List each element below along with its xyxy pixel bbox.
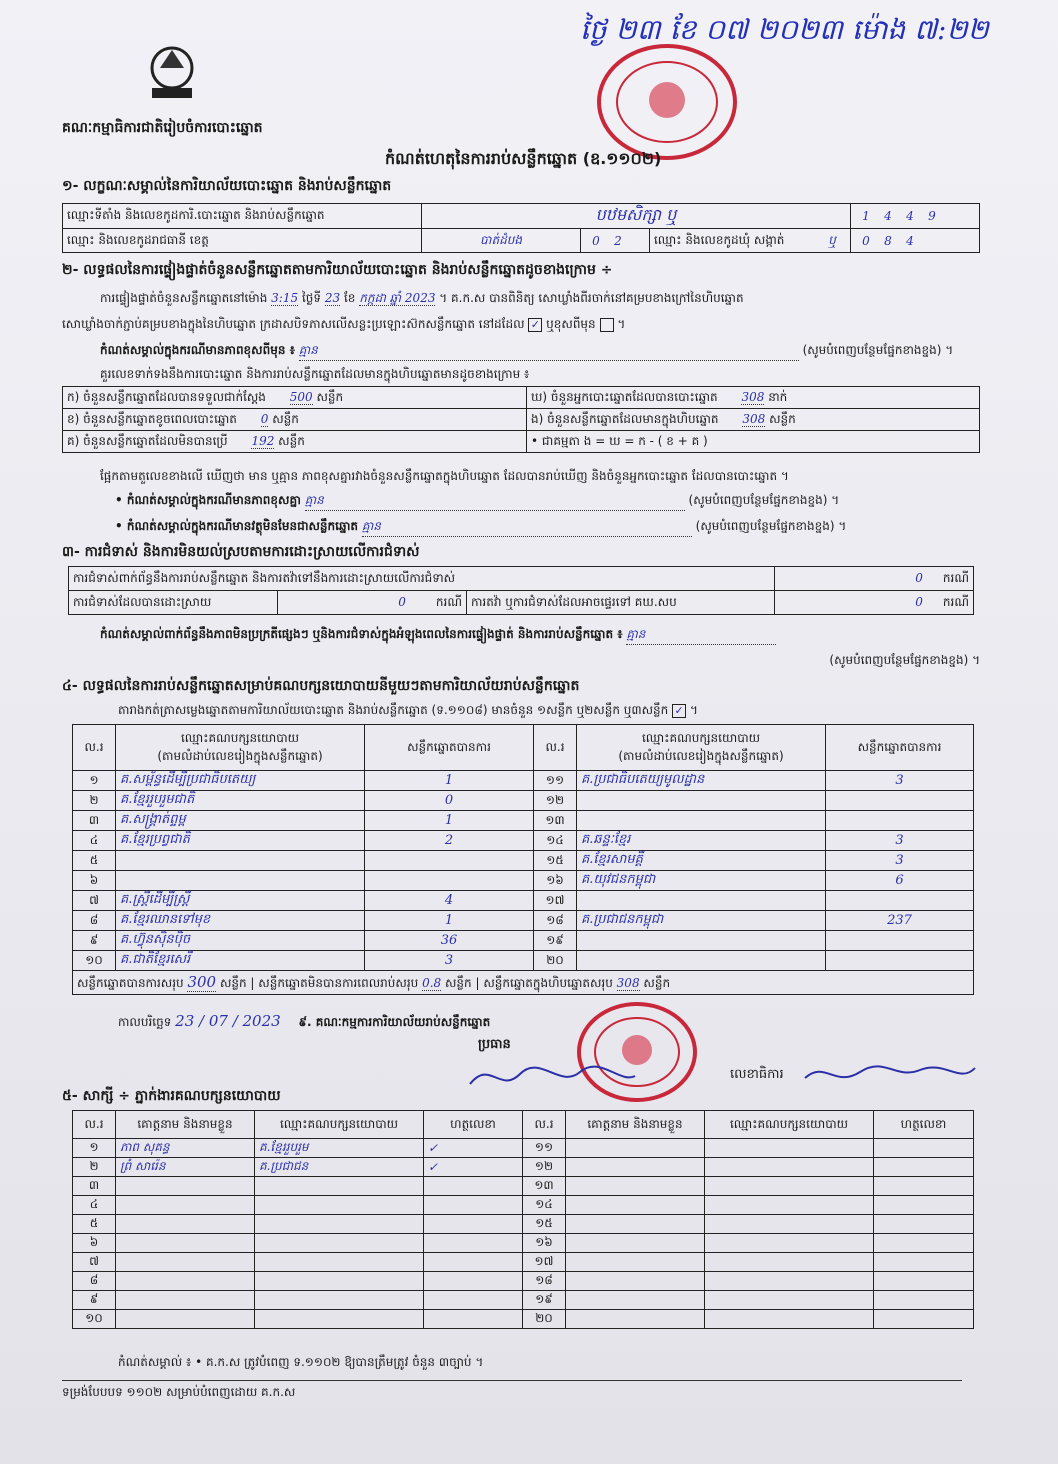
- tally-intro: តារាងកត់ត្រាសម្លេងឆ្នោតតាមការិយាល័យបោះឆ្នោត និងរាប់សន្លឹកឆ្នោត (ទ.១១០៨) មានចំនួន ១សន្លឹក ឬ២សន្លឹក ឬ៣សន្លឹក ✓ ។: [118, 703, 698, 717]
- witness-party: [705, 1196, 874, 1215]
- row-no: ១៩: [523, 1291, 566, 1310]
- party-name: គ.ខ្មែររួបរួមជាតិ: [116, 791, 365, 811]
- station-name: បឋមសិក្សា ឬ: [422, 204, 851, 229]
- party-votes: 0: [365, 791, 534, 811]
- unit-case: ករណី: [942, 594, 969, 609]
- col-name: គោត្តនាម និងនាមខ្លួន: [566, 1111, 705, 1139]
- party-votes: 1: [365, 771, 534, 791]
- witness-party: [255, 1253, 424, 1272]
- bullet-difference: [115, 492, 980, 511]
- count-e-label: ង) ចំនួនសន្លឹកឆ្នោតដែលមានក្នុងហិបឆ្នោត: [531, 411, 719, 426]
- verification-time: 3:15: [271, 291, 299, 305]
- party-votes: [826, 931, 974, 951]
- party-name: គ.ប្រជាធិបតេយ្យមូលដ្ឋាន: [577, 771, 826, 791]
- formula: • ជាគម្មតា ង = ឃ = ក - ( ខ + គ ): [527, 431, 980, 453]
- witness-name: [116, 1234, 255, 1253]
- footnote: កំណត់សម្គាល់ ៖ • គ.ក.ស ត្រូវបំពេញ ទ.១១០២ ឱ្យបានត្រឹមត្រូវ ចំនួន ៣ច្បាប់ ។: [118, 1355, 484, 1369]
- province-label: ឈ្មោះ និងលេខកូដរាជធានី ខេត្ត: [63, 229, 422, 253]
- lock-text: សោឃ្លាំងចាក់ភ្ជាប់គម្របខាងក្នុងនៃហិបឆ្នោត ក្រដាសបិទភាសលើសន្លះប្រឡោះស៊កសន្លឹកឆ្នោត នៅដដែល: [62, 317, 525, 331]
- row-no: ១០: [73, 951, 116, 971]
- witness-party: [705, 1253, 874, 1272]
- station-code-digit: 9: [928, 209, 936, 223]
- total-valid: 300: [187, 972, 217, 991]
- row-no: ៣: [73, 1177, 116, 1196]
- row-no: ៤: [73, 1196, 116, 1215]
- witness-name: ព្រំ សារ៉េន: [116, 1158, 255, 1177]
- party-name: [577, 951, 826, 971]
- count-a-value: 500: [289, 389, 313, 404]
- witness-party: [705, 1272, 874, 1291]
- witness-name: ភាព សុគន្ធ: [116, 1139, 255, 1158]
- secretary-label: លេខាធិការ: [730, 1067, 784, 1082]
- transferred-value: 0: [915, 594, 923, 609]
- row-no: ១៨: [523, 1272, 566, 1291]
- col-no: ល.រ: [73, 1111, 116, 1139]
- witness-name: [566, 1234, 705, 1253]
- party-votes: 1: [365, 811, 534, 831]
- row-no: ៩: [73, 931, 116, 951]
- unit-sheet: សន្លឹក: [316, 389, 344, 404]
- row-no: ១៧: [523, 1253, 566, 1272]
- bullet-foreign-object: [115, 518, 980, 537]
- president-label: ប្រធាន: [478, 1037, 511, 1052]
- witness-party: គ.ខ្មែររួបរួម: [255, 1139, 424, 1158]
- row-no: ១៣: [534, 811, 577, 831]
- row-no: ១៥: [534, 851, 577, 871]
- party-name: [577, 791, 826, 811]
- table-row: [73, 1139, 974, 1158]
- table-row: [73, 1234, 974, 1253]
- col-votes: សន្លឹកឆ្នោតបានការ: [365, 725, 534, 771]
- table-row: [73, 1196, 974, 1215]
- changed-label: ឬខុសពីមុន: [546, 317, 596, 331]
- row-no: ១: [73, 771, 116, 791]
- witness-signature: [874, 1196, 974, 1215]
- fill-hint: (សូមបំពេញបន្ថែមផ្នែកខាងខ្នង) ។: [829, 653, 980, 667]
- row-no: ៥: [73, 1215, 116, 1234]
- commune-code-digit: 0: [862, 233, 870, 248]
- total-box-label: សន្លឹកឆ្នោតក្នុងហិបឆ្នោតសរុប: [483, 975, 613, 990]
- row-no: ៧: [73, 891, 116, 911]
- witness-signature: [874, 1272, 974, 1291]
- party-name: គ.ខ្មែរប្រព្វជាតិ: [116, 831, 365, 851]
- col-no: ល.រ: [73, 725, 116, 771]
- row-no: ៦: [73, 871, 116, 891]
- count-c-label: គ) ចំនួនសន្លឹកឆ្នោតដែលមិនបានប្រើ: [67, 433, 228, 448]
- objections-table: [68, 566, 974, 615]
- witness-signature: [874, 1177, 974, 1196]
- verification-day: 23: [324, 291, 341, 305]
- station-code-digit: 4: [906, 209, 914, 223]
- row-no: ១៧: [534, 891, 577, 911]
- witness-party: [255, 1291, 424, 1310]
- witness-name: [566, 1196, 705, 1215]
- col-sign: ហត្ថលេខា: [874, 1111, 974, 1139]
- witness-signature: [424, 1177, 523, 1196]
- total-valid-label: សន្លឹកឆ្នោតបានការសរុប: [77, 975, 184, 990]
- unit-sheet: សន្លឹក: [769, 411, 796, 426]
- witness-signature: [874, 1291, 974, 1310]
- verification-month: កក្កដា ឆ្នាំ 2023: [359, 291, 436, 305]
- witness-name: [566, 1272, 705, 1291]
- row-no: ១៩: [534, 931, 577, 951]
- irregularity-label: កំណត់សម្គាល់ពាក់ព័ន្ធនឹងភាពមិនប្រក្រតីផ្សេងៗ ឬនិងការជំទាស់ក្នុងអំឡុងពេលនៃការផ្ទៀងផ្ទាត់ និងការរាប់សន្លឹកឆ្នោត ៖: [100, 627, 623, 641]
- count-d-label: ឃ) ចំនួនអ្នកបោះឆ្នោតដែលបានបោះឆ្នោត: [531, 389, 718, 404]
- station-code: [851, 204, 980, 229]
- row-no: ២០: [523, 1310, 566, 1329]
- form-note: ទម្រង់បែបបទ ១១០២ សម្រាប់បំពេញដោយ គ.ក.ស: [62, 1385, 296, 1399]
- transferred-label: ការតវ៉ា ឬការជំទាស់ដែលអាចផ្ទេរទៅ គឃ.សប: [467, 591, 775, 615]
- row-no: ១៥: [523, 1215, 566, 1234]
- witness-name: [116, 1215, 255, 1234]
- secretary-signature: [800, 1050, 980, 1094]
- witness-table: [72, 1110, 974, 1329]
- party-votes: 3: [826, 771, 974, 791]
- party-name: គ.ប្រជាជនកម្ពុជា: [577, 911, 826, 931]
- witness-party: [705, 1291, 874, 1310]
- resolved-label: ការជំទាស់ដែលបានដោះស្រាយ: [69, 591, 278, 615]
- party-votes: 3: [826, 851, 974, 871]
- col-sign: ហត្ថលេខា: [424, 1111, 523, 1139]
- unit-sheet: សន្លឹក: [272, 411, 299, 426]
- row-no: ១១: [534, 771, 577, 791]
- party-name: គ.ខ្មែរឈានទៅមុខ: [116, 911, 365, 931]
- row-no: ១០: [73, 1310, 116, 1329]
- resolved-value: 0: [398, 594, 406, 609]
- witness-name: [566, 1310, 705, 1329]
- party-votes: [365, 871, 534, 891]
- handwritten-date-note: ថ្ងៃ ២៣ ខែ ០៧ ២០២៣ ម៉ោង ៧:២២: [580, 13, 989, 46]
- commune-code: [851, 229, 980, 253]
- col-votes: សន្លឹកឆ្នោតបានការ: [826, 725, 974, 771]
- witness-party: [705, 1215, 874, 1234]
- party-votes: [826, 951, 974, 971]
- total-box: 308: [616, 975, 640, 990]
- fill-hint: (សូមបំពេញបន្ថែមផ្នែកខាងខ្នង) ។: [802, 343, 954, 357]
- witness-party: [705, 1177, 874, 1196]
- total-invalid: 0.8: [422, 975, 442, 990]
- party-votes: 3: [365, 951, 534, 971]
- commune-code-digit: 4: [906, 233, 914, 248]
- col-party: ឈ្មោះគណបក្សនយោបាយ: [705, 1111, 874, 1139]
- note-value: គ្មាន: [299, 342, 799, 361]
- table-row: [73, 1177, 974, 1196]
- witness-name: [116, 1310, 255, 1329]
- party-name: [577, 811, 826, 831]
- witness-signature: [424, 1272, 523, 1291]
- row-no: ២: [73, 791, 116, 811]
- party-name: គ.សម្ព័ន្ធដើម្បីប្រជាធិបតេយ្យ: [116, 771, 365, 791]
- party-votes: [826, 891, 974, 911]
- row-no: ១៤: [534, 831, 577, 851]
- row-no: ១៨: [534, 911, 577, 931]
- section1-heading: ១- លក្ខណៈសម្គាល់នៃការិយាល័យបោះឆ្នោត និងរាប់សន្លឹកឆ្នោត: [62, 178, 392, 194]
- row-no: ៨: [73, 1272, 116, 1291]
- date-label: កាលបរិច្ឆេទ: [118, 1015, 172, 1029]
- witness-party: [255, 1215, 424, 1234]
- chair-org: ៩. គណៈកម្មការការិយាល័យរាប់សន្លឹកឆ្នោត: [298, 1015, 491, 1029]
- commune-name: ឬ: [828, 232, 836, 247]
- witness-signature: [874, 1139, 974, 1158]
- row-no: ១៦: [523, 1234, 566, 1253]
- col-party-sub: (តាមលំដាប់លេខរៀងក្នុងសន្លឹកឆ្នោត): [157, 748, 323, 763]
- sheet-count-checkbox[interactable]: ✓: [672, 704, 686, 718]
- witness-signature: [874, 1234, 974, 1253]
- witness-signature: [424, 1291, 523, 1310]
- row-no: ៣: [73, 811, 116, 831]
- tally-intro-text: តារាងកត់ត្រាសម្លេងឆ្នោតតាមការិយាល័យបោះឆ្នោត និងរាប់សន្លឹកឆ្នោត (ទ.១១០៨) មានចំនួន ១សន្លឹក ឬ២សន្លឹក ឬ៣សន្លឹក: [118, 703, 669, 717]
- witness-party: [705, 1158, 874, 1177]
- station-label: ឈ្មោះទីតាំង និងលេខកូដការិ.បោះឆ្នោត និងរាប់សន្លឹកឆ្នោត: [63, 204, 422, 229]
- witness-name: [566, 1139, 705, 1158]
- fill-hint: (សូមបំពេញបន្ថែមផ្នែកខាងខ្នង) ។: [695, 519, 847, 533]
- commune-label: ឈ្មោះ និងលេខកូដឃុំ សង្កាត់: [654, 232, 785, 247]
- note-label: កំណត់សម្គាល់ក្នុងករណីមានភាពខុសពីមុន ៖: [100, 343, 295, 357]
- party-name: [116, 871, 365, 891]
- row-no: ១១: [523, 1139, 566, 1158]
- party-name: គ.ខ្មែរសាមគ្គី: [577, 851, 826, 871]
- committee-name: គណៈកម្មាធិការជាតិរៀបចំការបោះឆ្នោត: [62, 120, 263, 136]
- row-no: ២: [73, 1158, 116, 1177]
- row-no: ១២: [534, 791, 577, 811]
- party-name: [116, 851, 365, 871]
- count-b-value: 0: [260, 411, 269, 426]
- unit-sheet: សន្លឹក: [445, 975, 472, 990]
- irregularity-value: គ្មាន: [626, 626, 776, 645]
- witness-signature: ✓: [424, 1158, 523, 1177]
- witness-signature: [874, 1158, 974, 1177]
- difference-note-line: [100, 342, 980, 361]
- party-name: គ.យុវជនកម្ពុជា: [577, 871, 826, 891]
- table-row: [73, 1310, 974, 1329]
- unit-case: ករណី: [435, 594, 462, 609]
- unit-case: ករណី: [942, 570, 969, 585]
- party-results-table: [72, 724, 974, 995]
- row-no: ១២: [523, 1158, 566, 1177]
- section3-heading: ៣- ការជំទាស់ និងការមិនយល់ស្របតាមការដោះស្រាយលើការជំទាស់: [62, 544, 420, 560]
- row-no: ៥: [73, 851, 116, 871]
- col-no: ល.រ: [523, 1111, 566, 1139]
- row-no: ៦: [73, 1234, 116, 1253]
- party-name: [577, 931, 826, 951]
- results-body: [73, 771, 974, 971]
- objection-value: 0: [915, 570, 923, 585]
- total-invalid-label: សន្លឹកឆ្នោតមិនបានការពេលរាប់សរុប: [258, 975, 419, 990]
- witness-name: [116, 1291, 255, 1310]
- row-no: ១៣: [523, 1177, 566, 1196]
- witness-party: [255, 1310, 424, 1329]
- unit-person: នាក់: [768, 389, 788, 404]
- party-votes: 2: [365, 831, 534, 851]
- party-votes: 1: [365, 911, 534, 931]
- unit-sheet: សន្លឹក: [219, 975, 247, 990]
- same-checkbox[interactable]: ✓: [528, 318, 542, 332]
- witness-party: [255, 1234, 424, 1253]
- count-d-value: 308: [741, 389, 765, 404]
- witness-signature: [424, 1196, 523, 1215]
- comparison-text: ផ្អែកតាមតួលេខខាងលើ ឃើញថា មាន ឬគ្មាន ភាពខុសគ្នារវាងចំនួនសន្លឹកឆ្នោតក្នុងហិបឆ្នោត ដែលបានរាប់ឃើញ និងចំនួនអ្នកបោះឆ្នោត ដែលបានបោះឆ្នោត ។: [100, 469, 789, 483]
- witness-party: [255, 1177, 424, 1196]
- table-row: [73, 1158, 974, 1177]
- row-no: ១៦: [534, 871, 577, 891]
- row-no: ៩: [73, 1291, 116, 1310]
- totals-row: សន្លឹកឆ្នោតបានការសរុប 300 សន្លឹក | សន្លឹកឆ្នោតមិនបានការពេលរាប់សរុប 0.8 សន្លឹក | សន្លឹកឆ្នោតក្នុងហិបឆ្នោតសរុប 308 សន្លឹក: [73, 971, 974, 995]
- station-code-digit: 1: [862, 209, 870, 223]
- witness-name: [116, 1253, 255, 1272]
- witness-signature: ✓: [424, 1139, 523, 1158]
- party-name: គ.សង្គ្រាត់ព្ទម្ព: [116, 811, 365, 831]
- table-row: [73, 771, 974, 791]
- party-votes: 6: [826, 871, 974, 891]
- table-row: [73, 911, 974, 931]
- bullet-value: គ្មាន: [305, 492, 685, 511]
- party-name: គ.ហ៊្វុនស៊ិនប៉ិច: [116, 931, 365, 951]
- witness-party: [705, 1139, 874, 1158]
- count-a-label: ក) ចំនួនសន្លឹកឆ្នោតដែលបានទទួលជាក់ស្តែង: [67, 389, 266, 404]
- objection-label: ការជំទាស់ពាក់ព័ន្ធនឹងការរាប់សន្លឹកឆ្នោត និងការតវ៉ាទៅនឹងការដោះស្រាយលើការជំទាស់: [69, 567, 775, 591]
- party-votes: 4: [365, 891, 534, 911]
- witness-signature: [424, 1234, 523, 1253]
- col-party: ឈ្មោះគណបក្សនយោបាយ: [180, 730, 300, 745]
- witness-name: [116, 1272, 255, 1291]
- party-votes: [826, 791, 974, 811]
- table-row: [73, 1291, 974, 1310]
- col-party: ឈ្មោះគណបក្សនយោបាយ: [255, 1111, 424, 1139]
- table-row: [73, 871, 974, 891]
- section2-heading: ២- លទ្ធផលនៃការផ្ទៀងផ្ទាត់ចំនួនសន្លឹកឆ្នោតតាមការិយាល័យបោះឆ្នោត និងរាប់សន្លឹកឆ្នោតដូចខាងក្រោម ÷: [62, 262, 613, 278]
- official-stamp-icon: [595, 42, 740, 162]
- table-row: [73, 831, 974, 851]
- row-no: ៨: [73, 911, 116, 931]
- witness-signature: [874, 1253, 974, 1272]
- witness-name: [566, 1291, 705, 1310]
- section4-heading: ៤- លទ្ធផលនៃការរាប់សន្លឹកឆ្នោតសម្រាប់គណបក្សនយោបាយនីមួយៗតាមការិយាល័យរាប់សន្លឹកឆ្នោត: [62, 678, 580, 694]
- witness-name: [566, 1158, 705, 1177]
- col-party: ឈ្មោះគណបក្សនយោបាយ: [641, 730, 761, 745]
- party-name: [577, 891, 826, 911]
- row-no: ២០: [534, 951, 577, 971]
- changed-checkbox[interactable]: [600, 318, 614, 332]
- col-no: ល.រ: [534, 725, 577, 771]
- table-row: [73, 1272, 974, 1291]
- table-row: [73, 851, 974, 871]
- party-name: គ.ឆន្ទៈខ្មែរ: [577, 831, 826, 851]
- verification-line: [100, 290, 980, 308]
- bullet-value: គ្មាន: [362, 518, 692, 537]
- irregularity-note: [100, 626, 980, 645]
- witness-name: [566, 1177, 705, 1196]
- verification-text: ការផ្ទៀងផ្ទាត់ចំនួនសន្លឹកឆ្នោតនៅម៉ោង: [100, 291, 268, 305]
- commune-code-digit: 8: [884, 233, 892, 248]
- verification-text: ។ គ.ក.ស បានពិនិត្យ សោឃ្លាំងពីរចាក់នៅគម្របខាងក្រៅនៃហិបឆ្នោត: [439, 291, 744, 305]
- verification-text: ថ្ងៃទី: [301, 291, 321, 305]
- count-c-value: 192: [251, 433, 275, 448]
- counts-intro: គួរលេខទាក់ទងនឹងការបោះឆ្នោត និងការរាប់សន្លឹកឆ្នោតដែលមានក្នុងហិបឆ្នោតមានដូចខាងក្រោម ៖: [100, 367, 530, 381]
- province-code: [581, 229, 650, 253]
- province-code-digit: 2: [614, 233, 622, 248]
- witness-signature: [424, 1215, 523, 1234]
- party-votes: 237: [826, 911, 974, 931]
- party-votes: [826, 811, 974, 831]
- witness-party: គ.ប្រជាជន: [255, 1158, 424, 1177]
- count-b-label: ខ) ចំនួនសន្លឹកឆ្នោតខូចពេលបោះឆ្នោត: [67, 411, 237, 426]
- witness-name: [566, 1253, 705, 1272]
- col-party-sub: (តាមលំដាប់លេខរៀងក្នុងសន្លឹកឆ្នោត): [618, 748, 784, 763]
- row-no: ១៤: [523, 1196, 566, 1215]
- section5-heading: ៥- សាក្សី ÷ ភ្នាក់ងារគណបក្សនយោបាយ: [62, 1088, 281, 1104]
- bullet-label: • កំណត់សម្គាល់ក្នុងករណីមានភាពខុសគ្នា: [115, 493, 301, 507]
- unit-sheet: សន្លឹក: [278, 433, 305, 448]
- witness-signature: [874, 1215, 974, 1234]
- commune-cell: [650, 229, 851, 253]
- date-value: 23 / 07 / 2023: [175, 1012, 281, 1030]
- row-no: ៤: [73, 831, 116, 851]
- witness-party: [255, 1196, 424, 1215]
- date-line: [118, 1012, 490, 1032]
- lock-line: សោឃ្លាំងចាក់ភ្ជាប់គម្របខាងក្នុងនៃហិបឆ្នោត ក្រដាសបិទភាសលើសន្លះប្រឡោះស៊កសន្លឹកឆ្នោត នៅដដែល ✓ ឬខុសពីមុន ។: [62, 317, 626, 331]
- party-votes: [365, 851, 534, 871]
- witness-body: [73, 1139, 974, 1329]
- counts-table: [62, 386, 980, 453]
- table-row: [73, 791, 974, 811]
- witness-name: [116, 1177, 255, 1196]
- party-votes: 3: [826, 831, 974, 851]
- witness-party: [255, 1272, 424, 1291]
- station-identity-table: [62, 203, 980, 253]
- footer-divider: [62, 1380, 962, 1381]
- witness-signature: [424, 1253, 523, 1272]
- table-row: [73, 811, 974, 831]
- station-code-digit: 4: [884, 209, 892, 223]
- row-no: ១: [73, 1139, 116, 1158]
- table-row: [73, 1253, 974, 1272]
- unit-sheet: សន្លឹក: [643, 975, 671, 990]
- witness-party: [705, 1310, 874, 1329]
- table-row: [73, 1215, 974, 1234]
- bullet-label: • កំណត់សម្គាល់ក្នុងករណីមានវត្ថុមិនមែនជាសន្លឹកឆ្នោត: [115, 519, 358, 533]
- witness-name: [566, 1215, 705, 1234]
- witness-signature: [874, 1310, 974, 1329]
- party-name: គ.ស្ត្រីដើម្បីស្ត្រី: [116, 891, 365, 911]
- col-name: គោត្តនាម និងនាមខ្លួន: [116, 1111, 255, 1139]
- count-e-value: 308: [742, 411, 766, 426]
- row-no: ៧: [73, 1253, 116, 1272]
- province-name: បាត់ដំបង: [422, 229, 581, 253]
- table-row: [73, 951, 974, 971]
- party-votes: 36: [365, 931, 534, 951]
- province-code-digit: 0: [592, 233, 600, 248]
- table-row: [73, 931, 974, 951]
- form-title: កំណត់ហេតុនៃការរាប់សន្លឹកឆ្នោត (ឧ.១១០២): [385, 149, 662, 168]
- national-emblem-icon: [140, 38, 204, 108]
- table-row: [73, 891, 974, 911]
- witness-name: [116, 1196, 255, 1215]
- president-signature: [460, 1054, 640, 1098]
- party-name: គ.ជាតិខ្មែរសេរី: [116, 951, 365, 971]
- verification-text: ខែ: [343, 291, 356, 305]
- fill-hint: (សូមបំពេញបន្ថែមផ្នែកខាងខ្នង) ។: [688, 493, 840, 507]
- witness-party: [705, 1234, 874, 1253]
- witness-signature: [424, 1310, 523, 1329]
